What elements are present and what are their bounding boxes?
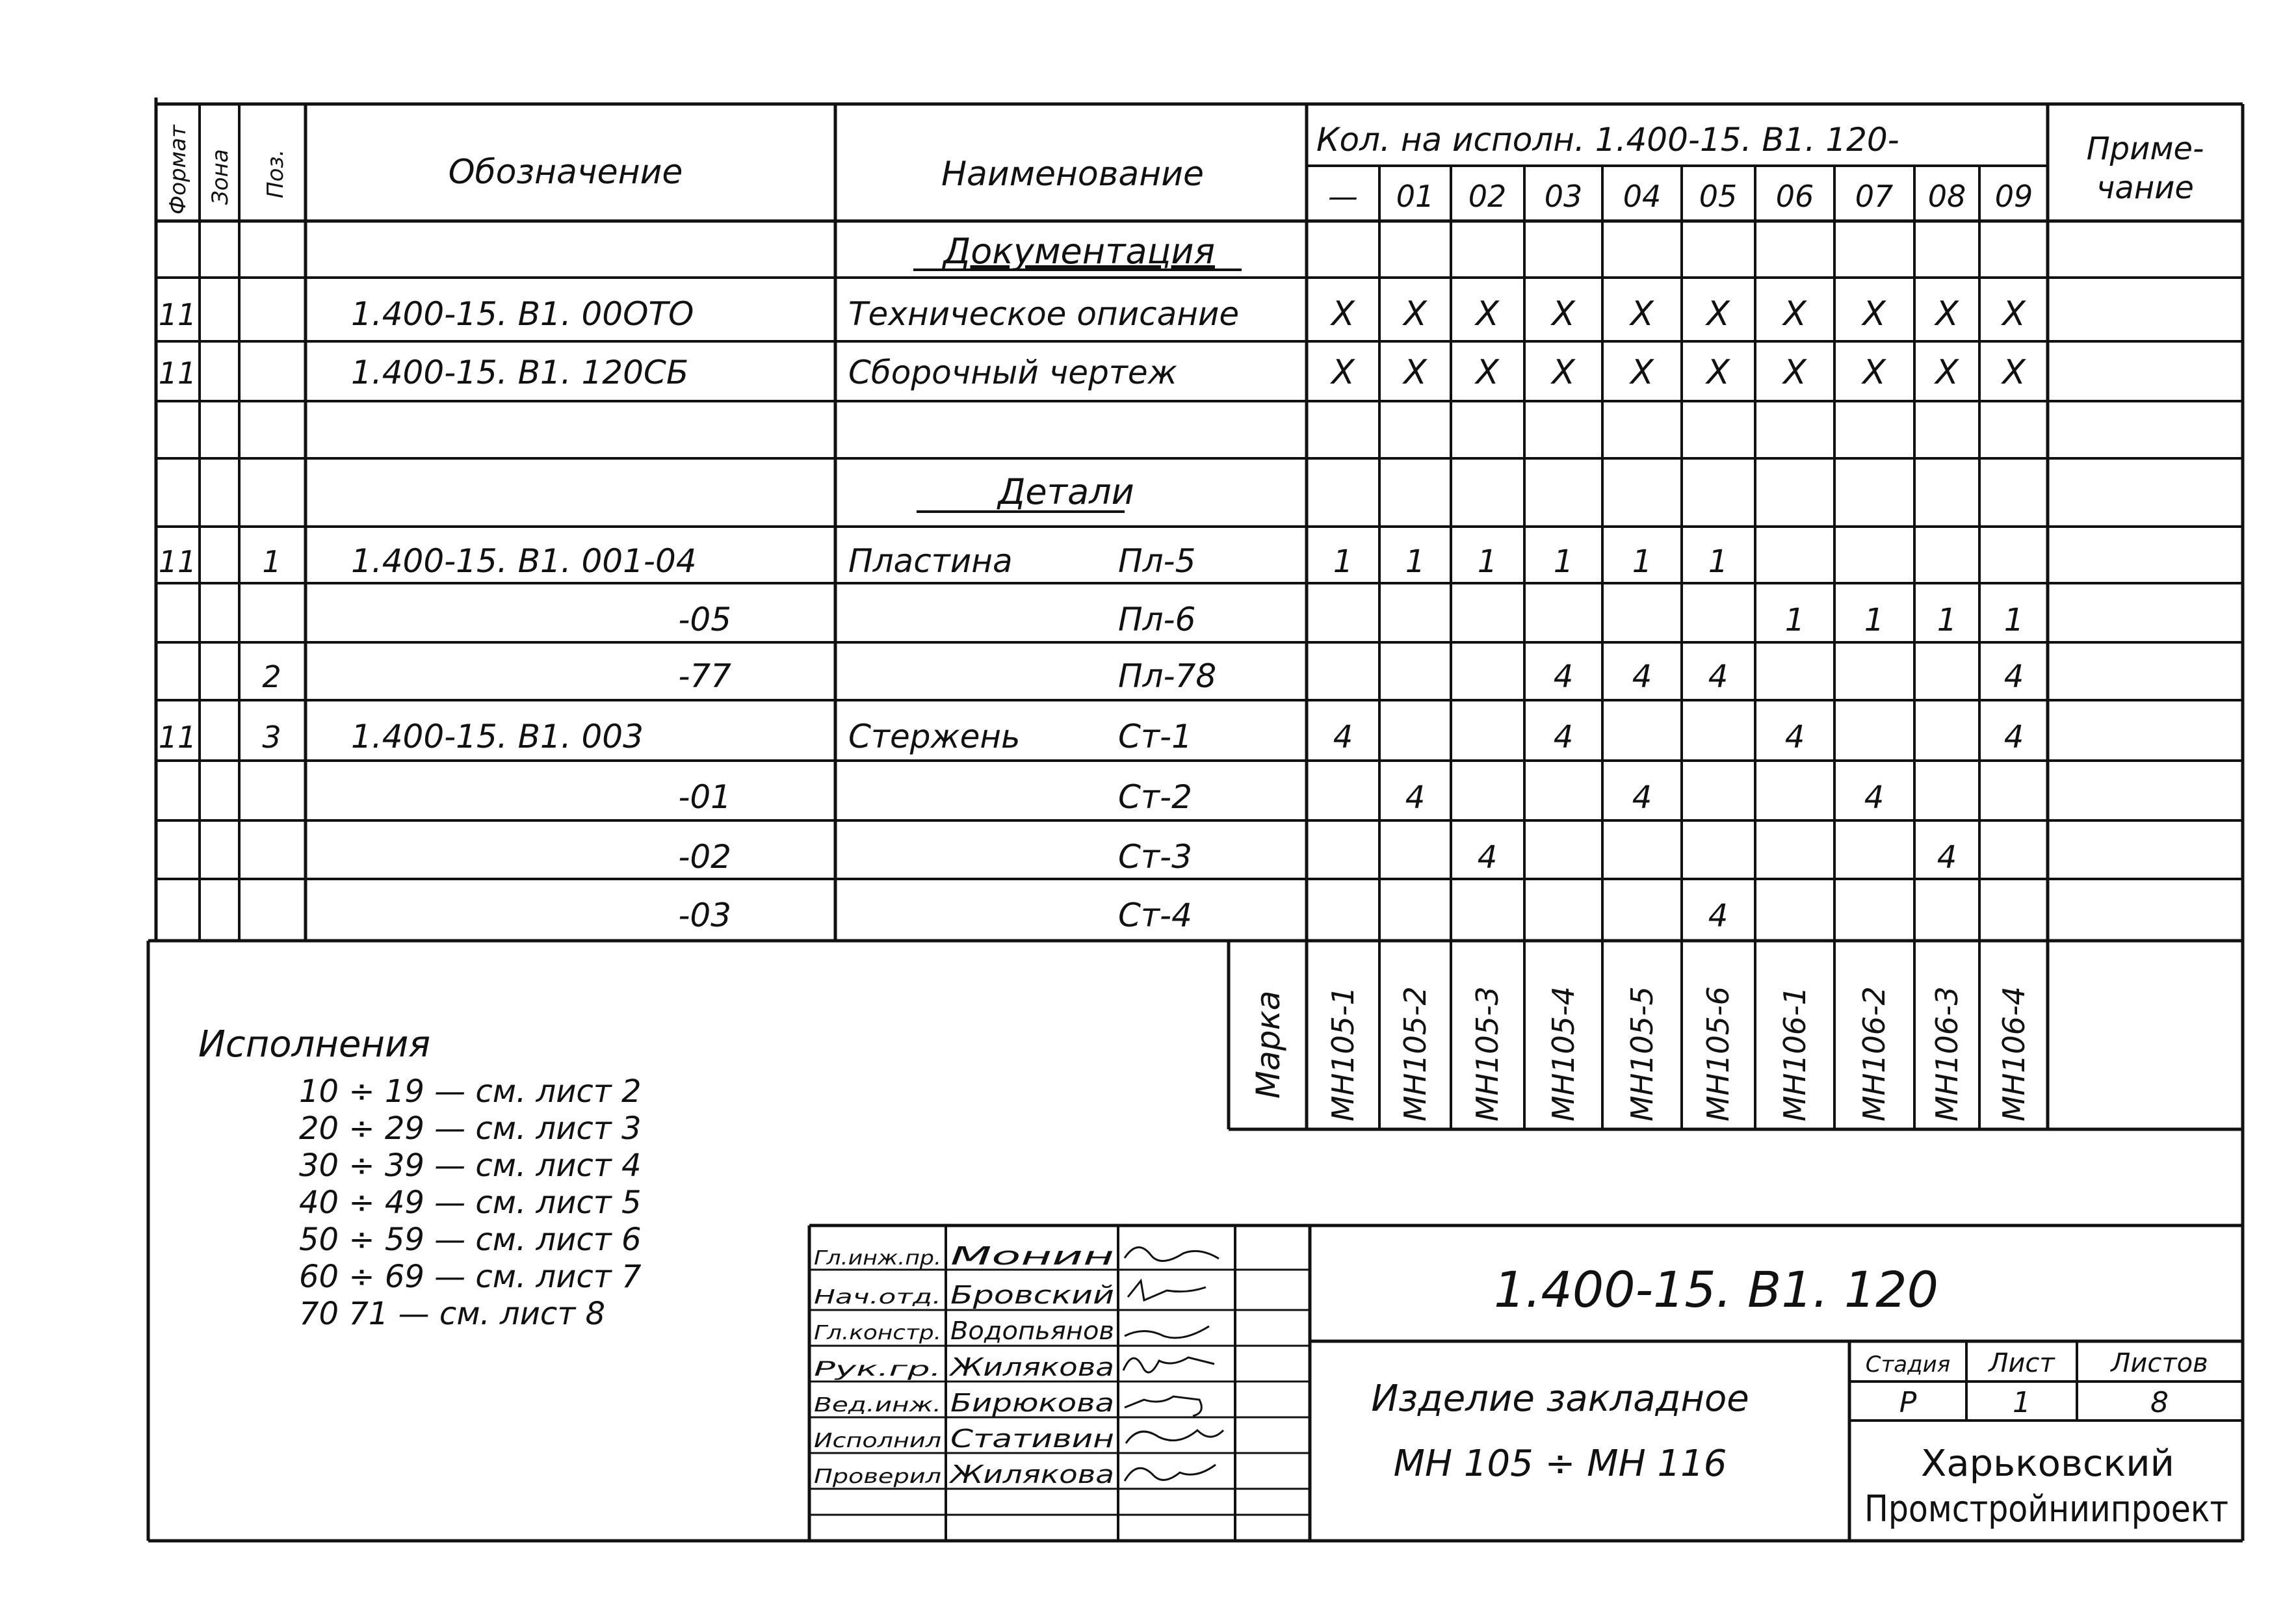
header-note-line1: Приме- bbox=[2086, 131, 2204, 167]
signatory-name: Жилякова bbox=[948, 1460, 1114, 1489]
product-name-line2: МН 105 ÷ МН 116 bbox=[1393, 1443, 1727, 1485]
row-qty-cell: 1 bbox=[1632, 544, 1652, 580]
row-qty-cell: 4 bbox=[1632, 659, 1652, 695]
row-mark: Пл-5 bbox=[1118, 542, 1196, 580]
header-note-line2: чание bbox=[2096, 170, 2194, 206]
row-qty-cell: X bbox=[1935, 353, 1959, 392]
row-qty-cell: 4 bbox=[1405, 779, 1426, 816]
handwritten-signature bbox=[1126, 1430, 1223, 1443]
row-qty-cell: X bbox=[1630, 353, 1654, 392]
execution-line: 50 ÷ 59 — см. лист 6 bbox=[299, 1222, 642, 1258]
row-position: 1 bbox=[262, 544, 281, 579]
variant-header-5: 05 bbox=[1699, 179, 1738, 214]
header-name: Наименование bbox=[941, 155, 1205, 194]
row-position: 2 bbox=[262, 659, 281, 694]
row-qty-cell: 4 bbox=[1864, 779, 1885, 816]
signatory-role: Нач.отд. bbox=[814, 1286, 941, 1309]
variant-header-2: 02 bbox=[1468, 179, 1507, 214]
row-format: 11 bbox=[158, 544, 197, 579]
row-qty-cell: 4 bbox=[1333, 719, 1353, 755]
row-qty-cell: X bbox=[1935, 295, 1959, 334]
row-position: 3 bbox=[262, 720, 281, 755]
row-designation: 1.400-15. В1. 120СБ bbox=[351, 354, 689, 391]
execution-line: 30 ÷ 39 — см. лист 4 bbox=[299, 1147, 642, 1184]
row-qty-cell: 1 bbox=[2003, 602, 2024, 638]
signatory-name: Бирюкова bbox=[950, 1389, 1114, 1417]
signatory-role: Исполнил bbox=[814, 1430, 941, 1452]
variant-header-1: 01 bbox=[1396, 179, 1435, 214]
row-designation: -05 bbox=[678, 601, 731, 638]
organization-stamp bbox=[1864, 1443, 2228, 1530]
row-qty-cell: 4 bbox=[1553, 719, 1574, 755]
row-qty-cell: X bbox=[1783, 295, 1807, 334]
variant-header-4: 04 bbox=[1623, 179, 1662, 214]
row-qty-cell: X bbox=[1862, 353, 1886, 392]
row-qty-cell: 1 bbox=[1405, 544, 1426, 580]
row-qty-cell: X bbox=[1862, 295, 1886, 334]
signatory-name: Монин bbox=[950, 1242, 1114, 1270]
row-designation: 1.400-15. В1. 00ОТО bbox=[351, 295, 694, 333]
row-format: 11 bbox=[158, 297, 197, 332]
row-mark: Ст-1 bbox=[1118, 718, 1192, 755]
row-qty-cell: 4 bbox=[1708, 659, 1729, 695]
row-format: 11 bbox=[158, 720, 197, 755]
signatory-role: Вед.инж. bbox=[814, 1394, 941, 1417]
signatory-name: Водопьянов bbox=[950, 1316, 1114, 1345]
variant-header-3: 03 bbox=[1544, 179, 1583, 214]
table-header bbox=[165, 121, 2204, 215]
row-qty-cell: 4 bbox=[1708, 898, 1729, 934]
row-qty-cell: 1 bbox=[1477, 544, 1498, 580]
mark-item-6: МН106-1 bbox=[1777, 986, 1812, 1121]
row-qty-cell: 1 bbox=[1553, 544, 1574, 580]
handwritten-signature bbox=[1125, 1326, 1209, 1338]
marks-label: Марка bbox=[1249, 990, 1287, 1099]
sheets-label: Листов bbox=[2111, 1348, 2208, 1378]
row-qty-cell: X bbox=[1783, 353, 1807, 392]
execution-line: 40 ÷ 49 — см. лист 5 bbox=[299, 1185, 642, 1221]
organization-line1: Харьковский bbox=[1921, 1443, 2174, 1485]
row-qty-cell: X bbox=[1476, 353, 1499, 392]
row-designation: 1.400-15. В1. 003 bbox=[351, 718, 644, 755]
row-qty-cell: X bbox=[1706, 295, 1730, 334]
variant-header-7: 07 bbox=[1855, 179, 1894, 214]
row-qty-cell: 1 bbox=[1708, 544, 1729, 580]
mark-item-5: МН105-6 bbox=[1701, 986, 1736, 1121]
sheet-value: 1 bbox=[2013, 1386, 2031, 1419]
row-qty-cell: 1 bbox=[1784, 602, 1805, 638]
header-pos: Поз. bbox=[263, 149, 289, 198]
row-qty-cell: X bbox=[1403, 295, 1427, 334]
mark-item-8: МН106-3 bbox=[1929, 986, 1964, 1121]
row-designation: -01 bbox=[678, 778, 731, 816]
execution-line: 10 ÷ 19 — см. лист 2 bbox=[299, 1073, 642, 1110]
signatory-role: Проверил bbox=[814, 1465, 941, 1488]
marks-items bbox=[1325, 986, 2031, 1121]
row-name: Техническое описание bbox=[848, 295, 1240, 333]
row-qty-cell: 1 bbox=[1864, 602, 1885, 638]
row-name: Сборочный чертеж bbox=[848, 354, 1177, 391]
row-qty-cell: X bbox=[1630, 295, 1654, 334]
handwritten-signature bbox=[1125, 1396, 1201, 1416]
row-qty-cell: 4 bbox=[2003, 719, 2024, 755]
title-block-people bbox=[814, 1242, 1114, 1489]
row-qty-cell: 4 bbox=[1784, 719, 1805, 755]
sheet-label: Лист bbox=[1989, 1348, 2055, 1378]
execution-line: 20 ÷ 29 — см. лист 3 bbox=[299, 1110, 642, 1147]
row-mark: Ст-2 bbox=[1118, 778, 1192, 816]
handwritten-signature bbox=[1123, 1357, 1214, 1372]
row-qty-cell: X bbox=[1552, 295, 1575, 334]
variant-header-8: 08 bbox=[1927, 179, 1966, 214]
row-format: 11 bbox=[158, 356, 197, 391]
row-qty-cell: X bbox=[1403, 353, 1427, 392]
row-qty-cell: 4 bbox=[1937, 839, 1957, 876]
row-qty-cell: 4 bbox=[2003, 659, 2024, 695]
execution-line: 70 71 — см. лист 8 bbox=[299, 1296, 606, 1332]
document-code: 1.400-15. В1. 120 bbox=[1494, 1261, 1938, 1318]
mark-item-3: МН105-4 bbox=[1546, 986, 1581, 1121]
marks-row bbox=[1249, 991, 1287, 1099]
stage-value: Р bbox=[1899, 1386, 1917, 1419]
row-name: Стержень bbox=[848, 718, 1021, 755]
row-qty-cell: 4 bbox=[1632, 779, 1652, 816]
signatures bbox=[1123, 1248, 1223, 1481]
execution-line: 60 ÷ 69 — см. лист 7 bbox=[299, 1259, 642, 1295]
stage-label: Стадия bbox=[1865, 1352, 1951, 1378]
variant-header-0: — bbox=[1328, 179, 1358, 214]
executions-note bbox=[198, 1023, 430, 1066]
row-designation: -03 bbox=[678, 897, 731, 934]
row-qty-cell: 4 bbox=[1553, 659, 1574, 695]
sheets-value: 8 bbox=[2150, 1386, 2169, 1419]
mark-item-9: МН106-4 bbox=[1996, 986, 2031, 1121]
spec-rows bbox=[159, 295, 2026, 934]
executions-lines bbox=[299, 1073, 642, 1332]
row-qty-cell: X bbox=[2002, 353, 2026, 392]
row-designation: -77 bbox=[678, 657, 731, 695]
product-name-line1: Изделие закладное bbox=[1371, 1378, 1749, 1420]
signatory-role: Рук.гр. bbox=[814, 1358, 941, 1381]
row-qty-cell: 1 bbox=[1937, 602, 1957, 638]
row-mark: Ст-4 bbox=[1118, 897, 1192, 934]
row-qty-cell: X bbox=[1552, 353, 1575, 392]
header-zone: Зона bbox=[207, 149, 233, 205]
row-mark: Пл-6 bbox=[1118, 601, 1196, 638]
handwritten-signature bbox=[1128, 1281, 1206, 1300]
variant-header-6: 06 bbox=[1775, 179, 1814, 214]
row-designation: 1.400-15. В1. 001-04 bbox=[351, 542, 697, 580]
row-qty-cell: 1 bbox=[1333, 544, 1353, 580]
signatory-name: Бровский bbox=[950, 1281, 1114, 1309]
mark-item-4: МН105-5 bbox=[1624, 986, 1660, 1121]
signatory-role: Гл.инж.пр. bbox=[814, 1247, 941, 1270]
section-details: Детали bbox=[998, 471, 1134, 512]
header-format: Формат bbox=[165, 125, 191, 215]
row-qty-cell: X bbox=[1706, 353, 1730, 392]
signatory-name: Стативин bbox=[950, 1424, 1114, 1453]
variant-header-9: 09 bbox=[1994, 179, 2033, 214]
row-qty-cell: X bbox=[1331, 353, 1355, 392]
row-mark: Пл-78 bbox=[1118, 657, 1217, 695]
executions-title: Исполнения bbox=[198, 1023, 431, 1066]
mark-item-2: МН105-3 bbox=[1470, 986, 1505, 1121]
row-mark: Ст-3 bbox=[1118, 838, 1192, 876]
row-qty-cell: X bbox=[1331, 295, 1355, 334]
row-designation: -02 bbox=[678, 838, 731, 876]
row-qty-cell: X bbox=[2002, 295, 2026, 334]
mark-item-7: МН106-2 bbox=[1857, 986, 1892, 1121]
signatory-name: Жилякова bbox=[948, 1353, 1114, 1382]
row-qty-cell: 4 bbox=[1477, 839, 1498, 876]
section-documentation: Документация bbox=[943, 231, 1215, 272]
row-name: Пластина bbox=[848, 542, 1013, 580]
header-quantity: Кол. на исполн. 1.400-15. В1. 120- bbox=[1316, 121, 1899, 159]
header-designation: Обозначение bbox=[448, 153, 683, 192]
row-qty-cell: X bbox=[1476, 295, 1499, 334]
mark-item-1: МН105-2 bbox=[1398, 986, 1433, 1121]
handwritten-signature bbox=[1125, 1465, 1216, 1481]
mark-item-0: МН105-1 bbox=[1325, 986, 1361, 1121]
organization-line2: Промстройниипроект bbox=[1864, 1488, 2228, 1530]
handwritten-signature bbox=[1125, 1248, 1219, 1261]
signatory-role: Гл.констр. bbox=[814, 1322, 941, 1344]
